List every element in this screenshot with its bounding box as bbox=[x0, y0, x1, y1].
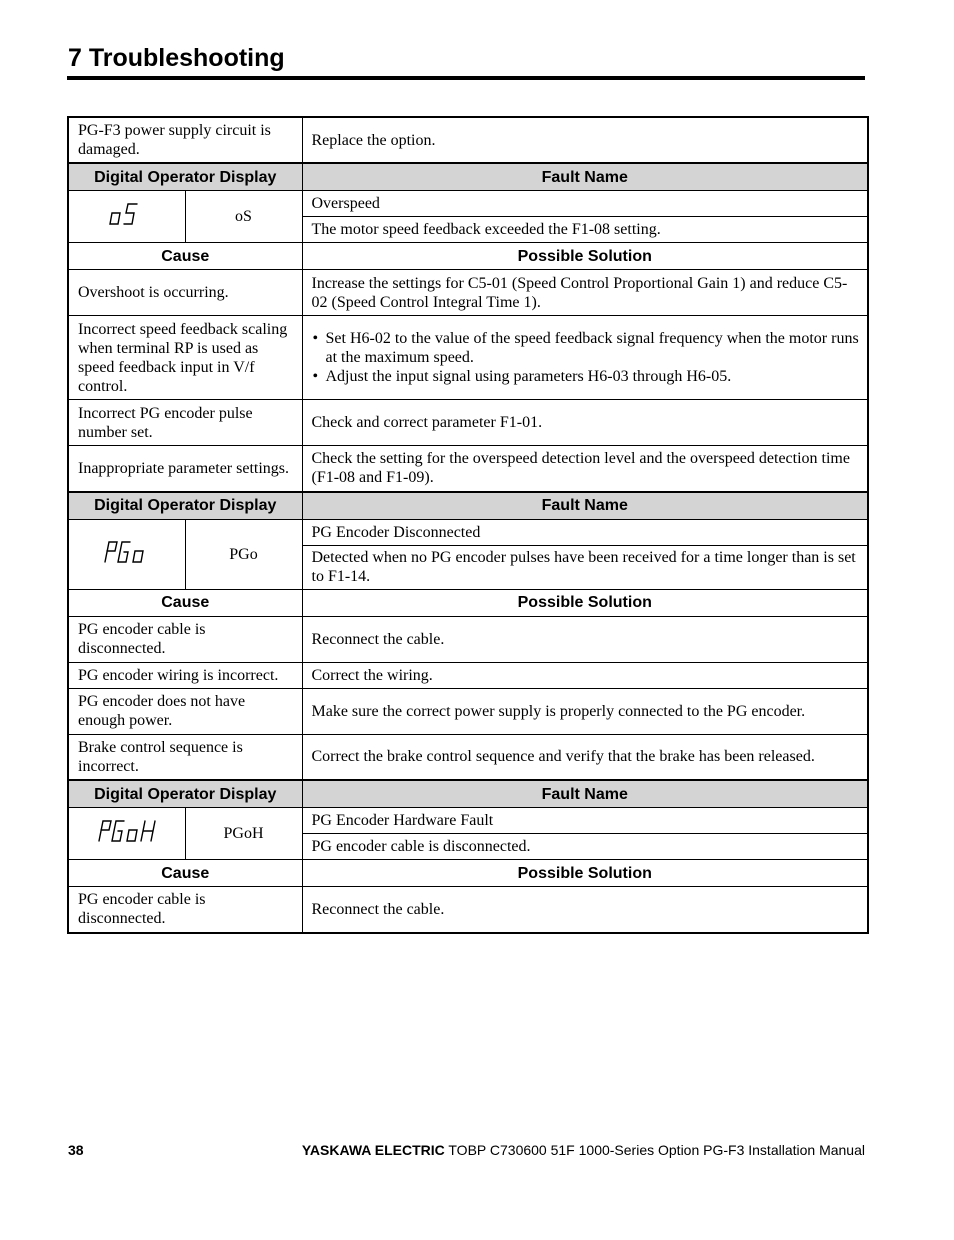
footer-brand: YASKAWA ELECTRIC bbox=[301, 1142, 445, 1158]
segment-display bbox=[68, 191, 185, 243]
segment-display-pgoh-icon bbox=[96, 818, 158, 844]
cause-solution-header-row bbox=[68, 589, 868, 616]
cause-cell: Overshoot is occurring. bbox=[68, 270, 302, 316]
cause-solution-header-row bbox=[68, 243, 868, 270]
cause-cell: Incorrect speed feedback scaling when terminal RP is used as speed feedback input in V/f control. bbox=[68, 316, 302, 400]
display-header: Digital Operator Display bbox=[68, 780, 302, 808]
fault-name: PG Encoder Disconnected bbox=[302, 519, 868, 545]
fault-name-row bbox=[68, 808, 868, 834]
cause-cell: PG encoder cable is disconnected. bbox=[68, 887, 302, 933]
table-row bbox=[68, 446, 868, 492]
solution-bullet: • Set H6-02 to the value of the speed feedback signal frequency when the motor runs at the maximum speed. bbox=[326, 329, 862, 367]
table-row bbox=[68, 688, 868, 734]
fault-name-row bbox=[68, 191, 868, 217]
solution-header: Possible Solution bbox=[302, 860, 868, 887]
fault-name: PG Encoder Hardware Fault bbox=[302, 808, 868, 834]
solution-header: Possible Solution bbox=[302, 589, 868, 616]
fault-code: PGoH bbox=[185, 808, 302, 860]
table-row bbox=[68, 734, 868, 780]
table-row bbox=[68, 117, 868, 163]
cause-solution-header-row bbox=[68, 860, 868, 887]
cause-header: Cause bbox=[68, 860, 302, 887]
footer-manual-name: TOBP C730600 51F 1000-Series Option PG-F3 Installation Manual bbox=[444, 1142, 865, 1158]
table-row bbox=[68, 662, 868, 688]
fault-header-row bbox=[68, 780, 868, 808]
table-row bbox=[68, 400, 868, 446]
fault-header-row bbox=[68, 163, 868, 191]
fault-name-header: Fault Name bbox=[302, 163, 868, 191]
solution-cell: Reconnect the cable. bbox=[302, 887, 868, 933]
fault-description: The motor speed feedback exceeded the F1-08 setting. bbox=[302, 217, 868, 243]
fault-code: PGo bbox=[185, 519, 302, 589]
table-row bbox=[68, 316, 868, 400]
display-header: Digital Operator Display bbox=[68, 163, 302, 191]
table-row bbox=[68, 616, 868, 662]
solution-header: Possible Solution bbox=[302, 243, 868, 270]
page-footer bbox=[68, 1142, 865, 1162]
table-row bbox=[68, 270, 868, 316]
segment-display bbox=[68, 519, 185, 589]
display-header: Digital Operator Display bbox=[68, 492, 302, 520]
cause-header: Cause bbox=[68, 589, 302, 616]
solution-bullet: • Adjust the input signal using parameters H6-03 through H6-05. bbox=[326, 367, 862, 386]
fault-name-header: Fault Name bbox=[302, 492, 868, 520]
page-title: 7 Troubleshooting bbox=[68, 44, 285, 72]
solution-cell: Correct the wiring. bbox=[302, 662, 868, 688]
fault-name-header: Fault Name bbox=[302, 780, 868, 808]
fault-description: PG encoder cable is disconnected. bbox=[302, 834, 868, 860]
cause-cell: PG encoder cable is disconnected. bbox=[68, 616, 302, 662]
solution-bullet-list bbox=[312, 329, 862, 386]
solution-cell: Check and correct parameter F1-01. bbox=[302, 400, 868, 446]
solution-cell: Replace the option. bbox=[302, 117, 868, 163]
cause-cell: PG encoder wiring is incorrect. bbox=[68, 662, 302, 688]
fault-name-row bbox=[68, 519, 868, 545]
cause-cell: Brake control sequence is incorrect. bbox=[68, 734, 302, 780]
footer-manual-title bbox=[302, 1142, 865, 1158]
fault-description: Detected when no PG encoder pulses have been received for a time longer than is set to F1-14. bbox=[302, 545, 868, 589]
cause-header: Cause bbox=[68, 243, 302, 270]
solution-cell: Check the setting for the overspeed detection level and the overspeed detection time (F1-08 and F1-09). bbox=[302, 446, 868, 492]
solution-cell: Correct the brake control sequence and verify that the brake has been released. bbox=[302, 734, 868, 780]
segment-display bbox=[68, 808, 185, 860]
title-rule bbox=[67, 76, 865, 80]
cause-cell: Inappropriate parameter settings. bbox=[68, 446, 302, 492]
solution-cell bbox=[302, 316, 868, 400]
cause-cell: Incorrect PG encoder pulse number set. bbox=[68, 400, 302, 446]
segment-display-os-icon bbox=[107, 201, 147, 227]
cause-cell: PG encoder does not have enough power. bbox=[68, 688, 302, 734]
fault-table bbox=[67, 116, 869, 934]
table-row bbox=[68, 887, 868, 933]
cause-cell: PG-F3 power supply circuit is damaged. bbox=[68, 117, 302, 163]
page-number: 38 bbox=[68, 1142, 84, 1158]
fault-code: oS bbox=[185, 191, 302, 243]
solution-cell: Make sure the correct power supply is properly connected to the PG encoder. bbox=[302, 688, 868, 734]
solution-cell: Increase the settings for C5-01 (Speed Control Proportional Gain 1) and reduce C5-02 (Speed Control Integral Time 1). bbox=[302, 270, 868, 316]
solution-cell: Reconnect the cable. bbox=[302, 616, 868, 662]
fault-name: Overspeed bbox=[302, 191, 868, 217]
segment-display-pgo-icon bbox=[102, 539, 152, 565]
fault-header-row bbox=[68, 492, 868, 520]
